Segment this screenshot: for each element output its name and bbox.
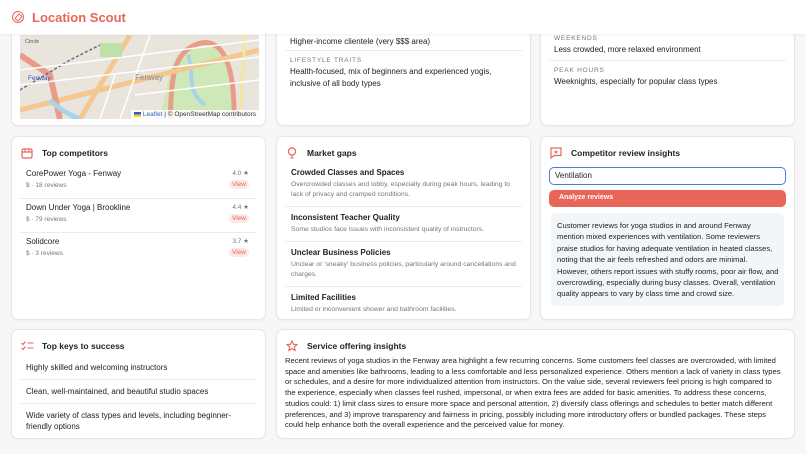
divider [285, 50, 522, 51]
gap-title: Limited Facilities [291, 293, 356, 302]
app-header [0, 0, 806, 34]
success-key-item: Highly skilled and welcoming instructors [26, 363, 168, 372]
service-insights-title-text: Service offering insights [307, 341, 407, 351]
success-key-item: Clean, well-maintained, and beautiful studio spaces [26, 387, 209, 396]
gap-desc: Limited or inconvenient shower and bathroom facilities. [291, 306, 457, 313]
gap-desc: Unclear or 'sneaky' business policies, particularly around cancellations and charges. [291, 261, 516, 278]
market-gap-item [291, 207, 518, 241]
market-gap-item [291, 242, 518, 286]
gap-desc: Overcrowded classes and lobby, especially during peak hours, leading to lack of privacy and cramped conditions. [291, 181, 511, 198]
competitor-meta: $ · 79 reviews [26, 216, 67, 223]
competitors-title [20, 147, 265, 159]
star-outline-icon [285, 340, 299, 352]
app-title[interactable]: Location Scout [32, 9, 126, 25]
competitor-rating: 3.7 ★ [232, 238, 249, 245]
service-insights-title [285, 340, 794, 352]
review-insights-title-text: Competitor review insights [571, 148, 681, 158]
competitor-row[interactable] [26, 165, 255, 198]
storefront-icon [20, 147, 34, 159]
competitor-name: CorePower Yoga - Fenway [26, 169, 122, 178]
map-view[interactable] [20, 35, 259, 119]
peak-hours-value: Weeknights, especially for popular class types [554, 77, 718, 86]
peak-hours-label: PEAK HOURS [554, 67, 605, 74]
service-insights-card [276, 329, 795, 439]
gap-title: Crowded Classes and Spaces [291, 168, 405, 177]
ukraine-flag-icon [134, 112, 141, 117]
review-star-icon [549, 147, 563, 159]
map-tiles [20, 35, 259, 119]
competitor-name: Solidcore [26, 237, 60, 246]
success-key-item: Wide variety of class types and levels, including beginner-friendly options [26, 411, 231, 431]
checklist-icon [20, 340, 34, 352]
weekends-value: Less crowded, more relaxed environment [554, 45, 701, 54]
market-gaps-title [285, 147, 530, 159]
competitor-rating: 4.0 ★ [232, 170, 249, 177]
market-gap-item [291, 287, 518, 320]
market-gaps-title-text: Market gaps [307, 148, 357, 158]
review-topic-input[interactable]: Ventilation [549, 167, 786, 185]
income-value: Higher-income clientele (very $$$ area) [290, 37, 431, 46]
keys-title-text: Top keys to success [42, 341, 125, 351]
competitor-row[interactable] [26, 233, 255, 266]
gap-title: Unclear Business Policies [291, 248, 391, 257]
competitor-row[interactable] [26, 199, 255, 232]
review-analysis-result: Customer reviews for yoga studios in and around Fenway mention mixed experiences with ventilation. Some reviewers praise studios for having adequate ventilation in heated classes, noting that the air feels refreshed and odors are minimal. However, others report issues with stuffy rooms, poor air flow, and overcrowding, especially during busy classes. Overall, ventilation quality appears to vary by class time and crowd size. [551, 213, 784, 306]
divider [549, 60, 786, 61]
gap-title: Inconsistent Teacher Quality [291, 213, 400, 222]
view-button[interactable]: View [229, 248, 249, 257]
svg-text:Fenway: Fenway [135, 73, 164, 82]
competitor-meta: $ · 3 reviews [26, 250, 63, 257]
svg-text:★: ★ [553, 149, 559, 156]
review-insights-card [540, 136, 795, 320]
gap-desc: Some studios face issues with inconsistent quality of instructors. [291, 226, 485, 233]
view-button[interactable]: View [229, 214, 249, 223]
lifestyle-label: LIFESTYLE TRAITS [290, 57, 362, 64]
keys-to-success-card [11, 329, 266, 439]
competitor-name: Down Under Yoga | Brookline [26, 203, 131, 212]
competitor-rating: 4.4 ★ [232, 204, 249, 211]
map-attribution [131, 110, 259, 119]
leaflet-link[interactable]: Leaflet [142, 111, 163, 118]
weekends-label: WEEKENDS [554, 35, 598, 42]
demographics-card [276, 20, 531, 126]
lifestyle-value: Health-focused, mix of beginners and experienced yogis, inclusive of all body types [290, 67, 492, 88]
market-gap-item [291, 162, 518, 206]
lightbulb-icon [285, 147, 299, 159]
svg-text:Fenway: Fenway [28, 75, 51, 82]
view-button[interactable]: View [229, 180, 249, 189]
competitors-title-text: Top competitors [42, 148, 108, 158]
competitor-meta: $ · 18 reviews [26, 182, 67, 189]
timing-card [540, 20, 795, 126]
keys-title [20, 340, 265, 352]
analyze-reviews-button[interactable]: Analyze reviews [549, 190, 786, 207]
osm-attribution[interactable]: | © OpenStreetMap contributors [164, 111, 256, 118]
map-card [11, 20, 266, 126]
svg-text:Circle: Circle [25, 39, 40, 45]
review-insights-title [549, 147, 794, 159]
competitors-card [11, 136, 266, 320]
service-insights-text: Recent reviews of yoga studios in the Fenway area highlight a few recurring concerns. Some customers feel classes are overcrowded, with limited space and amenities like bathrooms, leading to a less comfortable and less personalized experience. Others mention a lack of variety in class types or schedules, and a desire for more individualized attention from instructors. On the value side, several reviewers feel pricing is high compared to the experience, especially when classes feel rushed, impersonal, or when extra fees are added for basic amenities. To address these concerns, studios could: 1) limit class sizes to ensure more space and personal attention, 2) diversify class offerings and schedules to better match different preferences, and 3) improve transparency and fairness in pricing, possibly including more introductory offers or bundled packages. These steps could help enhance both the overall experience and the perceived value for money. [285, 356, 781, 430]
compass-icon [12, 11, 24, 23]
market-gaps-card [276, 136, 531, 320]
